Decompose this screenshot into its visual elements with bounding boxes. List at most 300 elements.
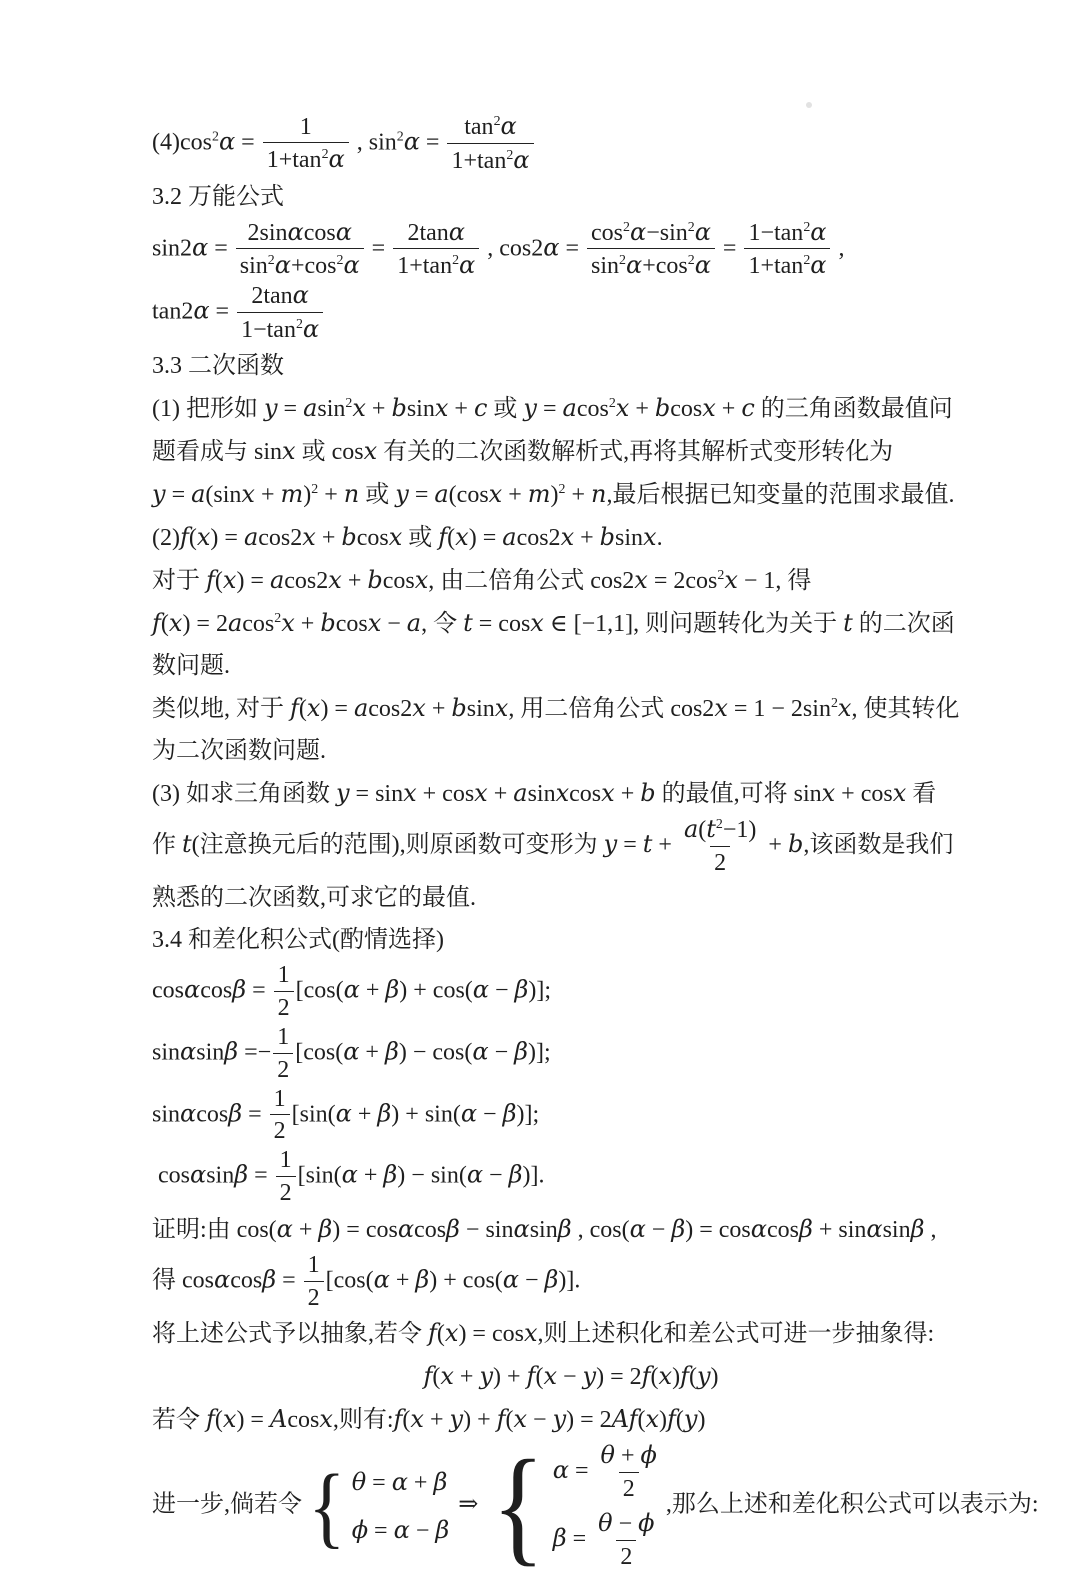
math-variable: α xyxy=(302,314,320,343)
math-roman: + xyxy=(423,1407,450,1434)
math-variable: m xyxy=(280,479,304,508)
text-line xyxy=(152,559,990,602)
math-roman: cos xyxy=(356,524,389,551)
superscript: 2 xyxy=(717,567,725,583)
math-variable: f xyxy=(526,1362,536,1391)
math-roman: ( xyxy=(447,524,456,551)
math-roman: , xyxy=(832,234,845,261)
math-roman: , xyxy=(851,695,858,722)
math-variable: x xyxy=(724,565,738,594)
fraction-denominator xyxy=(274,991,294,1023)
math-variable: α xyxy=(500,112,517,140)
math-variable: β xyxy=(446,1214,460,1243)
math-roman: ) = cos xyxy=(458,1321,524,1348)
math-variable: α xyxy=(694,217,711,246)
math-roman: 2 xyxy=(307,1284,320,1311)
math-roman: 1+tan xyxy=(451,147,507,174)
math-variable: f xyxy=(438,522,448,551)
fraction xyxy=(587,218,715,282)
text-line xyxy=(152,1146,990,1208)
chinese-text: 如求三角函数 xyxy=(185,780,336,807)
text-line xyxy=(152,281,990,345)
text-line xyxy=(152,1251,990,1313)
chinese-text: 熟悉的二次函数,可求它的最值. xyxy=(152,885,476,912)
cases-rows xyxy=(550,1441,663,1571)
math-roman: cos xyxy=(303,219,336,246)
math-variable: ϕ xyxy=(640,1441,657,1470)
math-roman: ) = xyxy=(210,524,244,551)
math-variable: x xyxy=(168,608,183,637)
math-variable: y xyxy=(603,829,618,858)
math-variable: x xyxy=(645,1405,660,1434)
fraction-numerator xyxy=(296,113,316,143)
math-variable: α xyxy=(502,1265,519,1294)
fraction-denominator xyxy=(616,1540,636,1572)
math-roman: = xyxy=(536,395,563,422)
math-roman: = xyxy=(242,1100,268,1127)
left-brace-icon: { xyxy=(492,1434,546,1578)
math-roman: ( xyxy=(432,1364,441,1391)
math-roman: − xyxy=(477,1100,503,1127)
math-roman: (cos xyxy=(448,481,489,508)
cases-group xyxy=(487,1434,663,1578)
math-roman: (sin xyxy=(205,481,242,508)
math-variable: α xyxy=(513,1214,530,1243)
math-variable: f xyxy=(206,1405,215,1434)
math-roman: 2 xyxy=(273,1118,286,1145)
math-roman: ) + xyxy=(463,1407,497,1434)
fraction xyxy=(594,1509,658,1572)
text-line xyxy=(152,1085,990,1147)
math-variable: x xyxy=(543,1362,557,1391)
math-roman: ) + sin( xyxy=(391,1100,461,1127)
math-variable: β xyxy=(910,1214,925,1243)
math-roman: + xyxy=(318,481,344,508)
math-variable: x xyxy=(530,608,544,637)
math-roman: cos xyxy=(152,977,184,1004)
math-variable: x xyxy=(241,479,255,508)
fraction xyxy=(236,218,364,282)
math-roman: = xyxy=(209,298,236,325)
math-variable: a xyxy=(191,479,206,508)
fraction xyxy=(270,1085,290,1147)
math-roman: ) = xyxy=(468,524,503,551)
math-variable: α xyxy=(328,145,345,174)
math-roman: 2 xyxy=(279,1179,292,1206)
math-variable: α xyxy=(866,1214,883,1243)
fraction-numerator xyxy=(276,1146,296,1176)
math-roman: cos xyxy=(414,1216,447,1243)
math-variable: x xyxy=(306,693,321,722)
chinese-text: ,最后根据已知变量的范围求最值. xyxy=(606,481,955,508)
math-roman: − 1, xyxy=(737,567,782,594)
math-variable: b xyxy=(787,829,804,858)
math-roman: sin xyxy=(591,253,620,280)
math-variable: β xyxy=(377,1098,392,1127)
math-roman: , xyxy=(508,695,515,722)
math-variable: β xyxy=(383,1160,398,1189)
math-variable: x xyxy=(440,1362,454,1391)
fraction-denominator xyxy=(447,143,533,176)
cases-rows xyxy=(349,1461,450,1552)
math-variable: θ xyxy=(600,1441,615,1470)
math-roman: + xyxy=(614,1443,641,1470)
math-variable: t xyxy=(843,608,853,637)
superscript: 2 xyxy=(345,395,353,411)
math-roman: ) = cos xyxy=(332,1216,398,1243)
chinese-text: 题看成与 xyxy=(152,438,254,465)
math-variable: x xyxy=(474,778,488,807)
math-variable: α xyxy=(629,217,647,246)
math-roman: = xyxy=(568,1458,595,1485)
math-variable: x xyxy=(444,1319,459,1348)
math-variable: α xyxy=(397,1214,415,1243)
math-variable: α xyxy=(513,145,530,174)
math-variable: a xyxy=(683,814,699,843)
chinese-text: 令 xyxy=(427,610,464,637)
math-roman: sin xyxy=(882,1216,911,1243)
math-roman: [cos( xyxy=(325,1267,374,1294)
fraction-denominator xyxy=(276,1176,296,1208)
math-roman: ( xyxy=(214,1407,223,1434)
math-roman: sin xyxy=(206,1162,235,1189)
math-roman: cos xyxy=(670,395,703,422)
math-variable: α xyxy=(193,296,210,325)
chinese-text: 的最值,可将 xyxy=(655,780,794,807)
math-variable: x xyxy=(513,1405,528,1434)
math-roman: cos xyxy=(335,610,368,637)
math-roman: ⇒ xyxy=(452,1491,485,1518)
math-variable: α xyxy=(274,251,291,280)
math-roman: cos2 xyxy=(670,695,715,722)
math-roman: sin xyxy=(254,438,283,465)
chinese-text: 或 xyxy=(402,524,439,551)
math-variable: a xyxy=(227,608,243,637)
math-variable: b xyxy=(654,393,671,422)
math-roman: cos xyxy=(331,438,364,465)
math-roman: [sin( xyxy=(291,1100,336,1127)
math-variable: x xyxy=(222,565,237,594)
math-variable: β xyxy=(798,1214,813,1243)
math-variable: β xyxy=(671,1214,686,1243)
math-variable: α xyxy=(335,217,352,246)
cases-row xyxy=(352,1509,450,1552)
superscript: 2 xyxy=(558,481,566,497)
math-roman: =− xyxy=(238,1039,272,1066)
chinese-text: 3.3 二次函数 xyxy=(152,352,284,379)
math-variable: α xyxy=(373,1265,390,1294)
math-roman: 2 xyxy=(622,1476,635,1503)
math-variable: α xyxy=(625,251,643,280)
math-variable: β xyxy=(514,1037,528,1066)
math-roman: [cos( xyxy=(295,977,344,1004)
math-variable: b xyxy=(367,565,383,594)
math-variable: α xyxy=(184,975,201,1004)
math-roman: , cos2 xyxy=(481,234,544,261)
chinese-text: 有关的二次函数解析式,再将其解析式变形转化为 xyxy=(377,438,894,465)
chinese-text: 为二次函数问题. xyxy=(152,737,326,764)
math-roman: − xyxy=(483,1162,509,1189)
math-variable: b xyxy=(640,778,656,807)
math-variable: α xyxy=(448,217,465,246)
math-roman: cos xyxy=(287,1407,320,1434)
math-roman: + xyxy=(365,395,392,422)
superscript: 2 xyxy=(506,147,514,163)
math-variable: β xyxy=(232,975,247,1004)
superscript: 2 xyxy=(687,219,695,235)
math-variable: α xyxy=(694,251,711,280)
fraction-denominator xyxy=(393,248,479,281)
math-roman: + xyxy=(652,831,678,858)
math-roman: )]; xyxy=(528,977,552,1004)
fraction-denominator xyxy=(273,1053,293,1085)
chinese-text: 得 xyxy=(152,1267,182,1294)
math-variable: f xyxy=(641,1362,651,1391)
math-variable: x xyxy=(523,1319,538,1348)
math-roman: ) xyxy=(697,1407,706,1434)
section-heading xyxy=(152,176,990,218)
fraction-numerator xyxy=(460,112,521,143)
math-roman: −sin xyxy=(646,219,688,246)
math-roman: = xyxy=(246,977,272,1004)
fraction-denominator xyxy=(263,142,349,175)
math-roman: = xyxy=(559,234,586,261)
math-variable: a xyxy=(406,608,422,637)
math-roman: 1 xyxy=(299,113,312,140)
superscript: 2 xyxy=(336,253,344,269)
chinese-text: 用二倍角公式 xyxy=(514,695,671,722)
math-roman: ) xyxy=(672,1364,681,1391)
math-roman: = cos xyxy=(472,610,531,637)
math-roman: cos2 xyxy=(368,695,413,722)
math-roman: + xyxy=(351,1100,378,1127)
math-variable: a xyxy=(353,693,369,722)
math-roman: = xyxy=(277,395,304,422)
math-roman: tan xyxy=(464,114,494,140)
math-roman: ( xyxy=(188,524,197,551)
math-roman: cos xyxy=(242,610,275,637)
fraction xyxy=(597,1441,661,1504)
math-variable: x xyxy=(302,522,316,551)
math-roman: − sin xyxy=(459,1216,514,1243)
math-roman: , xyxy=(428,567,435,594)
math-roman: cos xyxy=(576,395,609,422)
math-variable: a xyxy=(502,522,517,551)
superscript: 2 xyxy=(452,253,460,269)
text-line xyxy=(152,877,990,919)
math-roman: − xyxy=(612,1510,639,1537)
math-roman: sin xyxy=(529,1216,558,1243)
math-roman: 2 xyxy=(714,849,727,876)
chinese-text: 或 xyxy=(295,438,332,465)
math-variable: α xyxy=(810,251,827,280)
fraction-denominator xyxy=(237,312,323,345)
math-roman: = xyxy=(716,234,743,261)
superscript: 2 xyxy=(623,219,630,235)
math-variable: y xyxy=(395,479,409,508)
math-roman: (3) xyxy=(152,780,186,807)
chinese-text: 作 xyxy=(152,831,182,858)
math-variable: a xyxy=(243,522,259,551)
math-roman: − xyxy=(409,1517,436,1544)
math-roman: ( xyxy=(535,1364,544,1391)
math-roman: , sin xyxy=(350,129,397,156)
math-roman: = 2cos xyxy=(647,567,718,594)
math-variable: α xyxy=(472,1037,489,1066)
math-roman: cos xyxy=(766,1216,799,1243)
math-variable: ϕ xyxy=(638,1508,655,1537)
math-variable: x xyxy=(837,693,852,722)
math-roman: ) + cos( xyxy=(429,1267,503,1294)
math-variable: β xyxy=(228,1098,243,1127)
math-roman: cos( xyxy=(236,1216,277,1243)
math-variable: α xyxy=(466,1160,484,1189)
math-variable: f xyxy=(179,522,189,551)
math-roman: ) xyxy=(550,481,559,508)
math-variable: α xyxy=(391,1467,408,1496)
fraction-numerator xyxy=(597,1441,661,1472)
math-variable: ϕ xyxy=(351,1515,369,1544)
math-variable: β xyxy=(234,1160,249,1189)
fraction-numerator xyxy=(304,1251,324,1281)
math-variable: y xyxy=(552,1405,567,1434)
math-roman: ) = xyxy=(236,567,270,594)
math-roman: 1+tan xyxy=(266,147,322,174)
chinese-text: 把形如 xyxy=(185,395,264,422)
math-variable: x xyxy=(488,479,503,508)
math-variable: f xyxy=(680,1362,689,1391)
math-variable: x xyxy=(414,565,429,594)
math-variable: a xyxy=(303,393,318,422)
math-roman: . xyxy=(656,524,663,551)
math-roman: cos2 xyxy=(258,524,303,551)
math-roman: cos2 xyxy=(590,567,635,594)
math-roman: cos2 xyxy=(516,524,561,551)
text-line xyxy=(152,1312,990,1355)
math-variable: x xyxy=(555,778,570,807)
chinese-text: 进一步,倘若令 xyxy=(152,1491,302,1518)
math-variable: x xyxy=(560,522,575,551)
math-roman: cos xyxy=(569,780,602,807)
math-variable: β xyxy=(544,1265,559,1294)
math-roman: 2tan xyxy=(407,219,449,246)
text-line xyxy=(152,112,990,176)
math-roman: ) + xyxy=(493,1364,527,1391)
math-roman: ( xyxy=(436,1321,445,1348)
math-roman: sin xyxy=(152,1100,181,1127)
superscript: 2 xyxy=(274,610,282,626)
math-variable: x xyxy=(702,393,716,422)
text-line xyxy=(152,961,990,1023)
math-variable: β xyxy=(502,1098,517,1127)
chinese-text: ,则上述积化和差公式可进一步抽象得: xyxy=(537,1321,935,1348)
fraction-numerator xyxy=(274,961,294,991)
chinese-text: 证明:由 xyxy=(152,1216,237,1243)
superscript: 2 xyxy=(619,253,626,269)
math-variable: α xyxy=(343,975,360,1004)
math-variable: x xyxy=(388,522,403,551)
superscript: 2 xyxy=(830,695,838,711)
math-roman: + xyxy=(487,780,514,807)
math-roman: )]; xyxy=(527,1039,551,1066)
math-variable: x xyxy=(643,522,657,551)
chinese-text: 数问题. xyxy=(152,652,230,679)
math-roman: ( xyxy=(214,567,223,594)
math-roman: ) = cos xyxy=(685,1216,751,1243)
math-roman: 1+tan xyxy=(748,253,804,280)
math-roman: = xyxy=(165,481,192,508)
fraction-denominator xyxy=(619,1472,639,1504)
math-variable: y xyxy=(696,1362,711,1391)
fraction xyxy=(744,218,830,282)
math-roman: cos xyxy=(591,219,624,246)
math-variable: α xyxy=(287,217,304,246)
math-roman: 2 xyxy=(620,1543,633,1570)
math-roman: + xyxy=(254,481,281,508)
fraction-denominator xyxy=(744,248,830,281)
math-roman: − xyxy=(381,610,407,637)
math-roman: = xyxy=(365,234,392,261)
math-variable: x xyxy=(196,522,211,551)
math-variable: α xyxy=(343,1037,360,1066)
chinese-text: 得 xyxy=(781,567,812,594)
chinese-text: 3.4 和差化积公式(酌情选择) xyxy=(152,927,444,954)
fraction xyxy=(680,815,760,878)
math-variable: α xyxy=(472,975,489,1004)
math-roman: + sin xyxy=(812,1216,867,1243)
math-variable: a xyxy=(513,778,528,807)
superscript: 2 xyxy=(493,114,501,129)
math-variable: α xyxy=(810,217,827,246)
math-variable: α xyxy=(180,1098,197,1127)
math-roman: 1 xyxy=(279,1147,292,1174)
math-roman: −1) xyxy=(722,816,757,843)
math-variable: b xyxy=(451,693,467,722)
math-roman: ( xyxy=(698,816,707,843)
math-roman: + xyxy=(425,695,452,722)
math-variable: β xyxy=(262,1265,277,1294)
math-roman: ) = xyxy=(320,695,354,722)
document-body xyxy=(152,112,1039,1578)
math-variable: n xyxy=(343,479,360,508)
math-roman: + cos xyxy=(835,780,893,807)
math-roman: ( xyxy=(650,1364,659,1391)
math-variable: y xyxy=(523,393,537,422)
fraction xyxy=(263,113,349,176)
math-roman: ∈ [−1,1], xyxy=(543,610,640,637)
math-roman: , xyxy=(924,1216,937,1243)
math-roman: = xyxy=(366,1469,392,1496)
math-roman: + xyxy=(389,1267,416,1294)
math-variable: t xyxy=(463,608,473,637)
math-variable: β xyxy=(385,975,400,1004)
math-variable: β xyxy=(557,1214,572,1243)
math-variable: y xyxy=(683,1405,698,1434)
math-roman: − xyxy=(519,1267,545,1294)
math-roman: ) + cos( xyxy=(399,977,473,1004)
superscript: 2 xyxy=(295,316,303,332)
math-variable: β xyxy=(433,1467,448,1496)
math-variable: x xyxy=(615,393,630,422)
math-variable: α xyxy=(180,1037,197,1066)
math-variable: β xyxy=(508,1160,523,1189)
math-roman: + xyxy=(292,1216,319,1243)
math-roman: cos2 xyxy=(284,567,329,594)
math-variable: y xyxy=(152,479,166,508)
math-variable: x xyxy=(403,778,417,807)
fraction xyxy=(273,1023,293,1085)
math-roman: sin xyxy=(196,1039,225,1066)
